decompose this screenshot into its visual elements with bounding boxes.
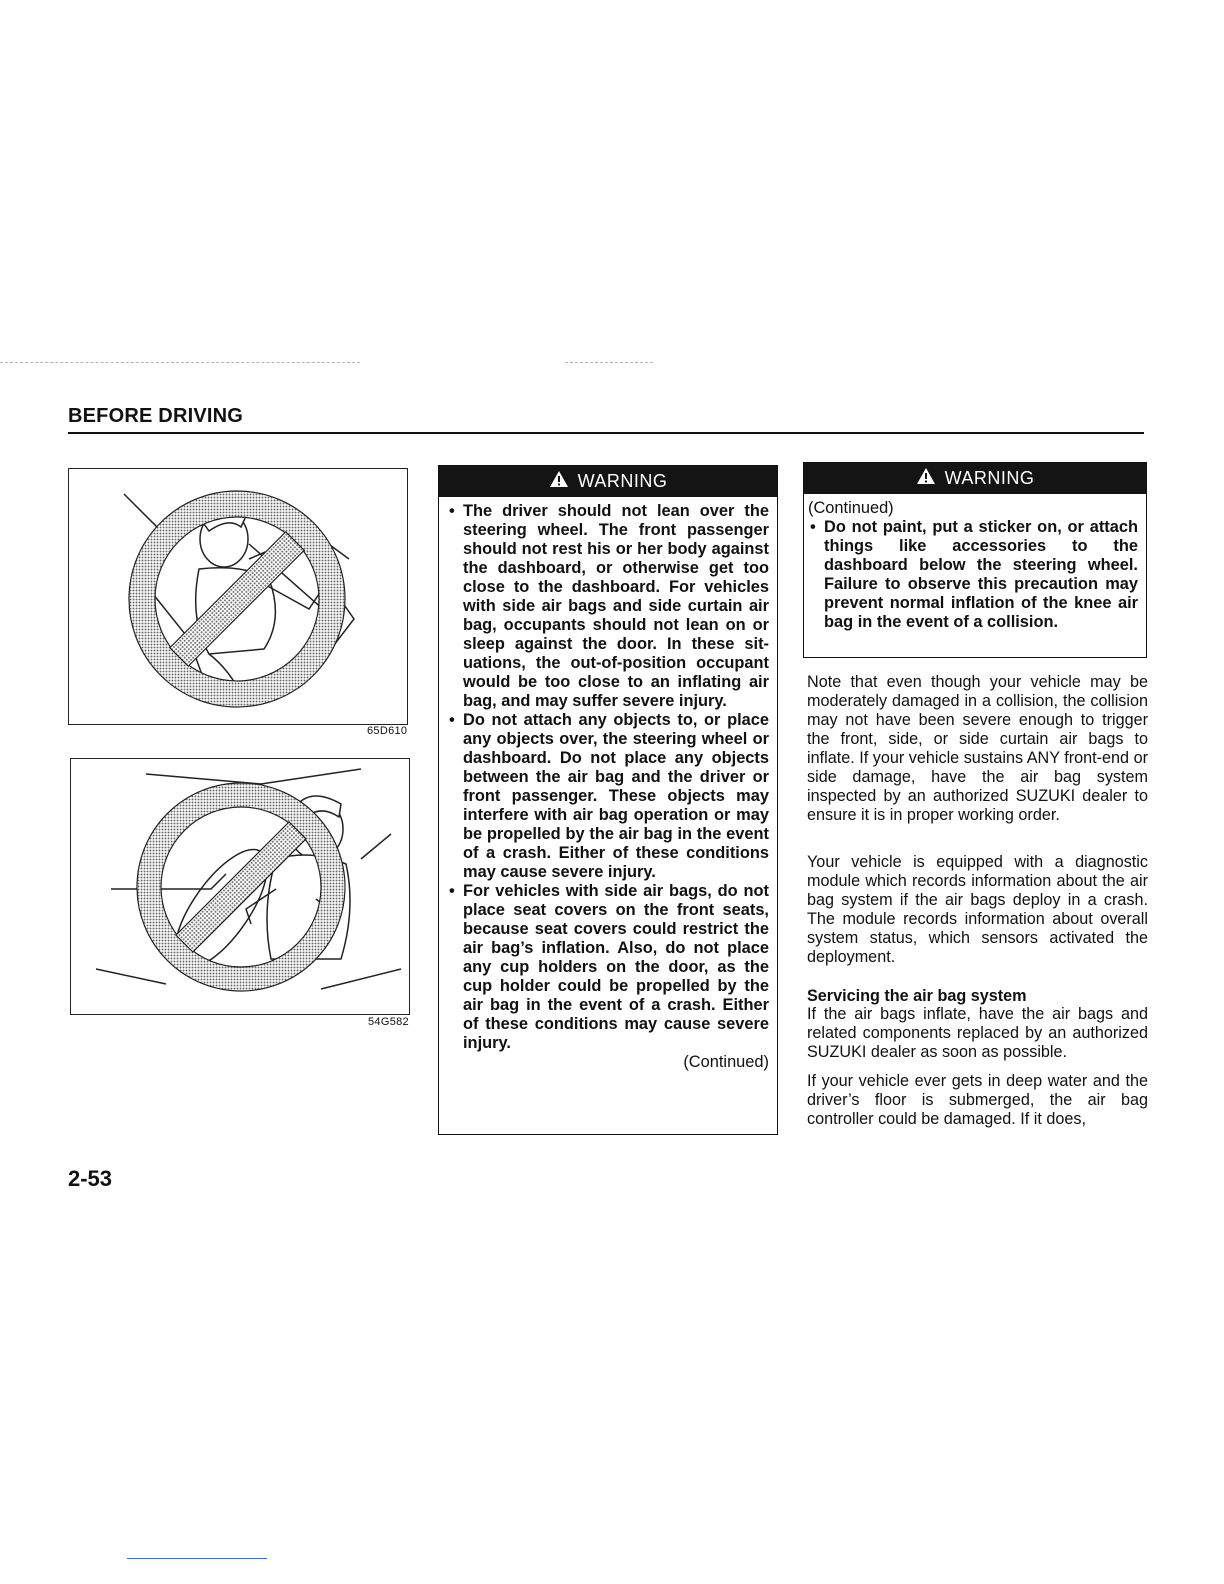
scan-line-right	[565, 362, 653, 363]
warning-box-right	[803, 462, 1147, 658]
scan-line-left	[0, 362, 360, 363]
continued-note: (Continued)	[808, 499, 894, 517]
warning-body	[439, 497, 777, 1076]
paragraph-diagnostic-module: Your vehicle is equipped with a diagnostic module which records information about the air bag system if the air bags deploy in a crash. The module records information about overall system status, which sensors activated the deployment.	[807, 853, 1148, 966]
figure-leaning-driver	[68, 468, 408, 725]
warning-triangle-icon	[549, 470, 569, 493]
warning-item-1: • The driver should not lean over the steering wheel. The front passenger should not rest his or her body against the dashboard, or otherwise get too close to the dashboard. For vehicles with side air bags and side curtain air bag, occupants should not lean on or sleep against the door. In these situations, the out-of-position occupant would be too close to an inflating air bag, and may suffer severe injury.	[447, 502, 769, 711]
warning-item-1: • Do not paint, put a sticker on, or attach things like accessories to the dashboard below the steering wheel. Failure to observe this precaution may prevent normal inflation of the knee air bag in the event of a collision.	[808, 518, 1138, 632]
paragraph-collision-damage: Note that even though your vehicle may be moderately damaged in a collision, the collision may not have been severe enough to trigger the front, side, or side curtain air bags to inflate. If your vehicle sustains ANY front-end or side damage, have the air bag system inspected by an authorized SUZUKI dealer to ensure it is in proper working order.	[807, 673, 1148, 824]
figure-code-2: 54G582	[368, 1016, 409, 1028]
leaning-driver-illustration	[69, 469, 407, 724]
warning-item-2: • Do not attach any objects to, or place any objects over, the steering wheel or dashboard. Do not place any objects between the air bag and the driver or front passenger. These objects may interfere with air bag operation or may be propelled by the air bag in the event of a crash. Either of these conditions may cause severe injury.	[447, 711, 769, 882]
warning-triangle-icon	[916, 467, 936, 490]
warning-header	[439, 466, 777, 497]
paragraph-servicing: If the air bags inflate, have the air bags and related components replaced by an authorized SUZUKI dealer as soon as possible.	[807, 1005, 1148, 1061]
section-divider	[68, 432, 1144, 434]
figure-code-1: 65D610	[367, 725, 408, 737]
page-number: 2-53	[68, 1166, 113, 1191]
warning-title: WARNING	[577, 471, 668, 491]
figure-close-driver	[70, 758, 410, 1015]
warning-body	[804, 494, 1146, 636]
close-driver-illustration	[71, 759, 409, 1014]
subheading-servicing: Servicing the air bag system	[807, 987, 1027, 1005]
warning-item-3: • For vehicles with side air bags, do not place seat covers on the front seats, because seat covers could restrict the air bag’s inflation. Also, do not place any cup holders on the door, as the cup holder could be propelled by the air bag in the event of a crash. Either of these conditions may cause severe injury.	[447, 882, 769, 1053]
bottom-rule	[127, 1558, 267, 1559]
warning-header	[804, 463, 1146, 494]
continued-note: (Continued)	[683, 1053, 769, 1071]
warning-title: WARNING	[944, 468, 1035, 488]
warning-box-left	[438, 465, 778, 1135]
paragraph-deep-water: If your vehicle ever gets in deep water and the driver’s floor is submerged, the air bag controller could be damaged. If it does,	[807, 1072, 1148, 1128]
section-title: BEFORE DRIVING	[68, 405, 244, 427]
